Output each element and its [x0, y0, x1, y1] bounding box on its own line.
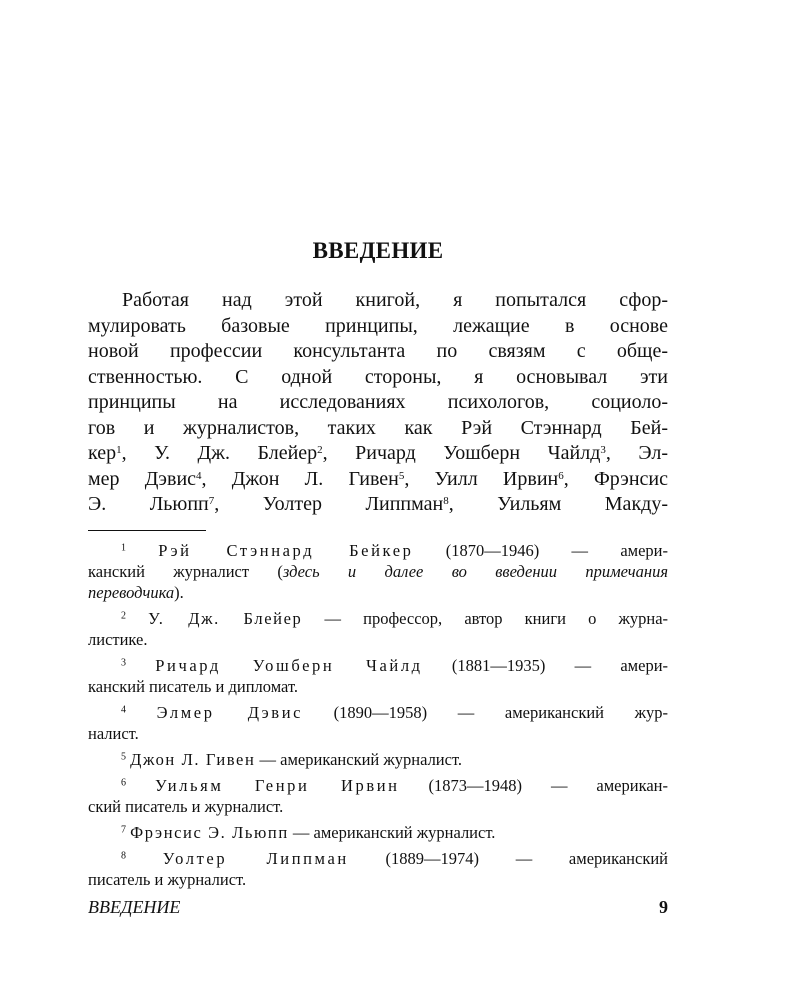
footnote-name: Джон Л. Гивен [130, 750, 256, 769]
footnote-line [88, 655, 668, 676]
paragraph-line: мулировать базовые принципы, лежащие в основе [88, 314, 668, 337]
footnote-line [88, 540, 668, 561]
line-text: , Уильям Макду- [448, 493, 668, 515]
line-text: мер Дэвис [88, 467, 197, 490]
footnote-text: (1890—1958) — американский жур- [303, 703, 669, 722]
footnote-divider [88, 530, 206, 531]
footnote-text: — американский журналист. [255, 750, 463, 769]
footnote-line: писатель и журналист. [88, 870, 247, 889]
footnote-number: 7 [121, 824, 126, 836]
footnote-number: 1 [121, 542, 126, 554]
footnote-name: Фрэнсис Э. Льюпп [130, 823, 289, 842]
paragraph-line: гов и журналистов, таких как Рэй Стэннард Бей- [88, 416, 668, 439]
footnote-number: 3 [121, 657, 126, 669]
footnote-line [88, 822, 668, 843]
footnote-name: Ричард Уошберн Чайлд [155, 656, 423, 675]
footnote-ref: 3 [600, 443, 606, 456]
footnote-ref: 2 [317, 443, 323, 456]
footnote-item [88, 749, 668, 770]
paragraph-line: принципы на исследованиях психологов, социоло- [88, 391, 668, 413]
running-title: ВВЕДЕНИЕ [88, 897, 181, 917]
footnote-text: канский журналист ( [88, 562, 283, 581]
line-text: , У. Дж. Блейер [121, 442, 318, 464]
footnote-item [88, 540, 668, 603]
paragraph-line: ственностью. С одной стороны, я основывал эти [88, 365, 668, 388]
footnote-line: ский писатель и журналист. [88, 797, 284, 816]
footnote-item [88, 608, 668, 650]
footnote-text-italic: здесь и далее во введении примечания [282, 562, 668, 581]
footnote-number: 2 [121, 610, 126, 622]
footnote-item [88, 822, 668, 843]
footnote-text-italic: переводчика [88, 583, 175, 602]
main-paragraph [88, 288, 668, 518]
footnote-line [88, 582, 668, 603]
footnote-line [88, 775, 668, 796]
footnotes-section [88, 540, 668, 895]
line-text: Э. Льюпп [88, 493, 209, 515]
footnote-item [88, 655, 668, 697]
line-text: , Ричард Уошберн Чайлд [322, 442, 601, 464]
footnote-text: ). [174, 583, 184, 602]
line-text: , Уилл Ирвин [404, 467, 559, 490]
footnote-line: канский писатель и дипломат. [88, 677, 299, 696]
footnote-name: Уолтер Липпман [162, 849, 349, 868]
footnote-text: (1889—1974) — американский [348, 849, 669, 868]
footnote-name: Рэй Стэннард Бейкер [158, 541, 414, 560]
footnote-text: (1873—1948) — американ- [399, 776, 668, 795]
line-text: , Джон Л. Гивен [201, 467, 399, 490]
line-text: кер [88, 442, 117, 464]
footnote-line: налист. [88, 724, 139, 743]
footnote-item [88, 702, 668, 744]
footnote-line [88, 561, 668, 582]
footnote-ref: 6 [558, 469, 564, 482]
chapter-title: ВВЕДЕНИЕ [312, 238, 444, 263]
line-text: , Эл- [605, 442, 668, 464]
footnote-line [88, 848, 668, 869]
paragraph-line: Работая над этой книгой, я попытался сфор- [122, 289, 668, 311]
footnote-name: Элмер Дэвис [156, 703, 304, 722]
footnote-text: — американский журналист. [288, 823, 496, 842]
page-number: 9 [659, 897, 668, 917]
footnote-ref: 8 [443, 494, 449, 507]
line-text: , Фрэнсис [563, 467, 669, 490]
footnote-number: 6 [121, 777, 126, 789]
footnote-name: Уильям Генри Ирвин [154, 776, 400, 795]
footnote-ref: 7 [208, 494, 215, 507]
footnote-line: листике. [88, 630, 148, 649]
footnote-name: У. Дж. Блейер [148, 609, 303, 628]
paragraph-line [88, 467, 668, 493]
book-page [88, 0, 668, 1000]
footnote-ref: 5 [398, 469, 405, 482]
footnote-ref: 4 [196, 469, 202, 482]
footnote-text: (1870—1946) — амери- [413, 541, 669, 560]
footnote-line [88, 749, 668, 770]
footnote-line [88, 608, 668, 629]
footnote-number: 8 [121, 850, 126, 862]
footnote-text: (1881—1935) — амери- [422, 656, 669, 675]
paragraph-line: новой профессии консультанта по связям с обще- [88, 340, 668, 362]
footnote-item [88, 848, 668, 890]
footnote-number: 4 [121, 704, 126, 716]
footnote-ref: 1 [116, 443, 122, 456]
footnote-line [88, 702, 668, 723]
footnote-item [88, 775, 668, 817]
footnote-number: 5 [121, 751, 126, 763]
footnote-text: — профессор, автор книги о журна- [302, 609, 669, 628]
page-footer [88, 895, 668, 919]
paragraph-line [88, 441, 668, 467]
line-text: , Уолтер Липпман [214, 493, 444, 515]
paragraph-line [88, 492, 668, 518]
